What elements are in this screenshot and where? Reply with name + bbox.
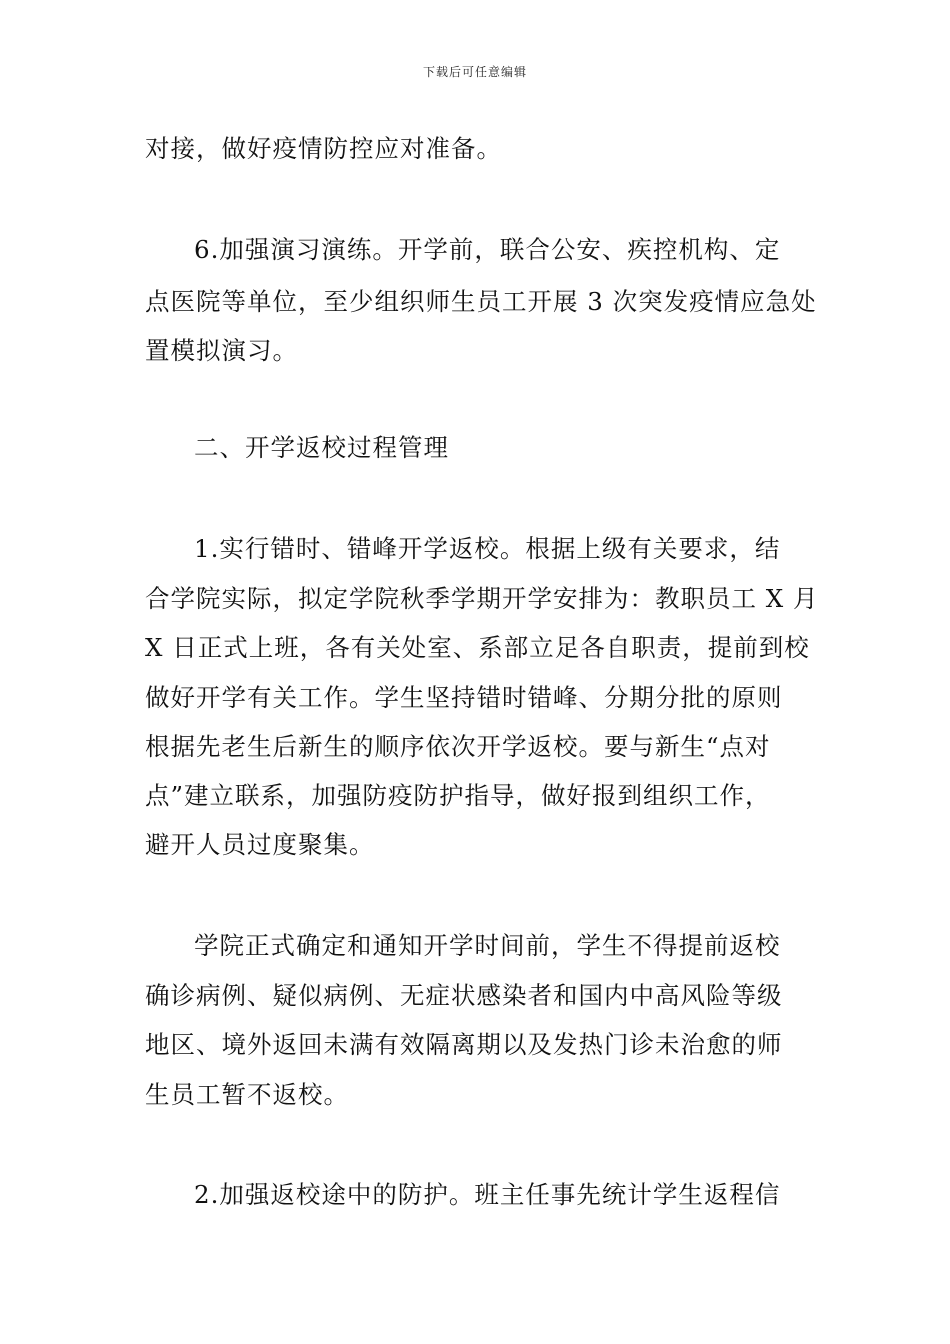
text-line: 2.加强返校途中的防护。班主任事先统计学生返程信 — [194, 1180, 781, 1209]
text-line: 学院正式确定和通知开学时间前，学生不得提前返校 — [194, 931, 781, 960]
text-line: 做好开学有关工作。学生坚持错时错峰、分期分批的原则 — [145, 683, 783, 712]
text-line: 确诊病例、疑似病例、无症状感染者和国内中高风险等级 — [145, 981, 783, 1010]
text-line: 1.实行错时、错峰开学返校。根据上级有关要求，结 — [194, 534, 781, 563]
text-line: 合学院实际，拟定学院秋季学期开学安排为：教职员工 X 月 — [145, 584, 819, 613]
text-line: 置模拟演习。 — [145, 336, 298, 365]
section-heading: 二、开学返校过程管理 — [194, 433, 449, 462]
text-line: 避开人员过度聚集。 — [145, 830, 375, 859]
text-line: 地区、境外返回未满有效隔离期以及发热门诊未治愈的师 — [145, 1030, 783, 1059]
text-line: 根据先老生后新生的顺序依次开学返校。要与新生“点对 — [145, 732, 771, 761]
text-line: X 日正式上班，各有关处室、系部立足各自职责，提前到校 — [145, 633, 810, 662]
page-header-note: 下载后可任意编辑 — [422, 65, 527, 79]
text-line: 生员工暂不返校。 — [145, 1080, 349, 1109]
text-line: 点医院等单位，至少组织师生员工开展 3 次突发疫情应急处 — [145, 287, 817, 316]
text-line: 对接，做好疫情防控应对准备。 — [145, 134, 502, 163]
text-line: 6.加强演习演练。开学前，联合公安、疾控机构、定 — [194, 235, 781, 264]
text-line: 点”建立联系，加强防疫防护指导，做好报到组织工作， — [145, 781, 771, 810]
